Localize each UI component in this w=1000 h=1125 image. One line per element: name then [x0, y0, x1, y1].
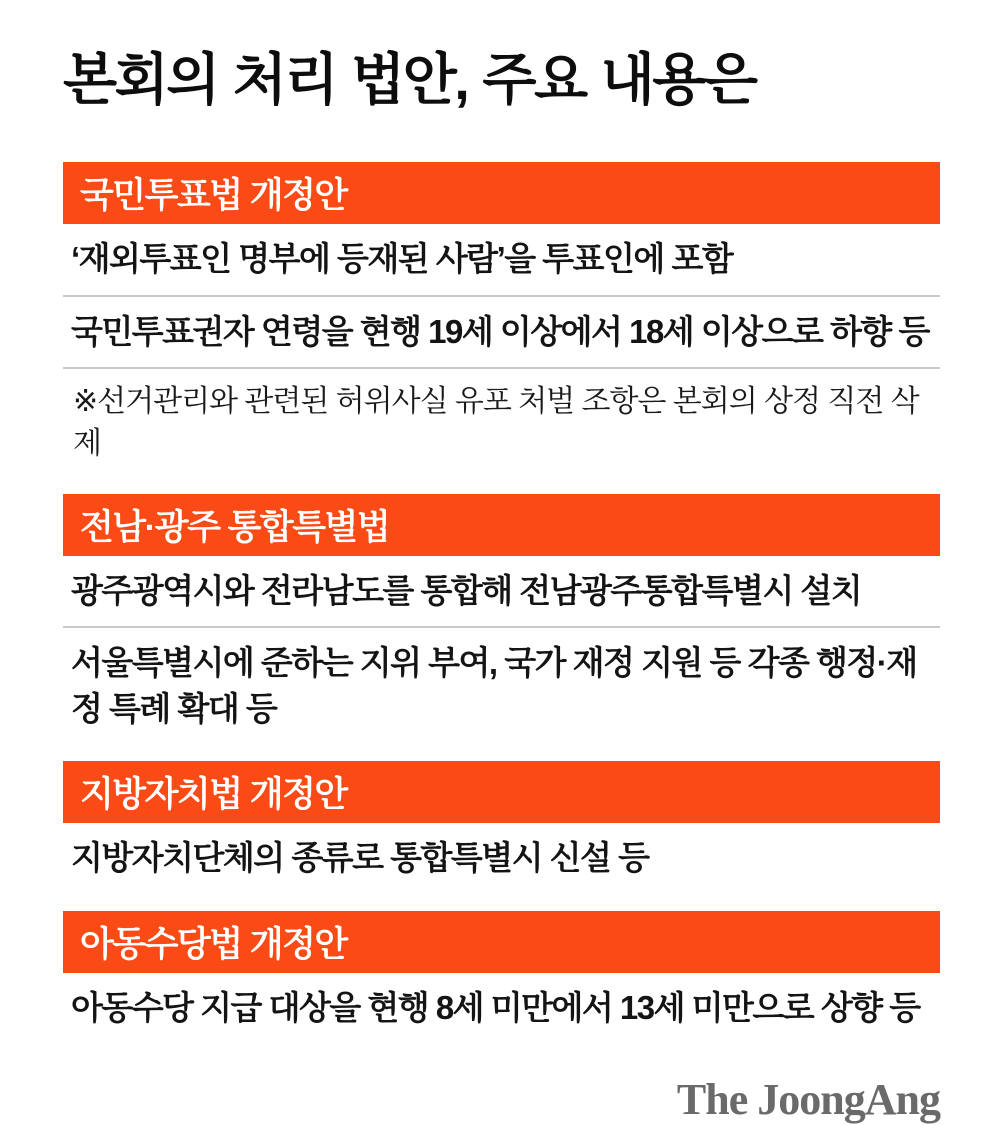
section-item: 광주광역시와 전라남도를 통합해 전남광주통합특별시 설치 [71, 571, 862, 609]
section-header-label: 국민투표법 개정안 [80, 176, 347, 216]
section-item: 아동수당 지급 대상을 현행 8세 미만에서 13세 미만으로 상향 등 [71, 988, 920, 1026]
section-header-bar [63, 494, 940, 556]
section-header-label: 전남·광주 통합특별법 [80, 507, 390, 547]
section-header-label: 지방자치법 개정안 [80, 775, 347, 815]
section-header-bar [63, 162, 940, 224]
joongang-logo: The JoongAng [676, 1074, 940, 1124]
section-header-bar [63, 911, 940, 973]
section-header-bar [63, 761, 940, 823]
footer [63, 1060, 940, 1125]
section-item: ‘재외투표인 명부에 등재된 사람’을 투표인에 포함 [71, 240, 733, 278]
section-local-autonomy-act [63, 761, 940, 893]
section-item-note: ※선거관리와 관련된 허위사실 유포 처벌 조항은 본회의 상정 직전 삭제 [63, 367, 940, 477]
page-title: 본회의 처리 법안, 주요 내용은 [63, 48, 756, 111]
section-referendum-act [63, 162, 940, 476]
section-jeonnam-gwangju-act [63, 494, 940, 745]
section-item: 국민투표권자 연령을 현행 19세 이상에서 18세 이상으로 하향 등 [63, 295, 940, 367]
section-item: 지방자치단체의 종류로 통합특별시 신설 등 [71, 839, 649, 877]
section-header-label: 아동수당법 개정안 [80, 924, 347, 964]
section-child-allowance-act [63, 911, 940, 1043]
section-item: 서울특별시에 준하는 지위 부여, 국가 재정 지원 등 각종 행정·재정 특례 확대 등 [63, 626, 940, 744]
